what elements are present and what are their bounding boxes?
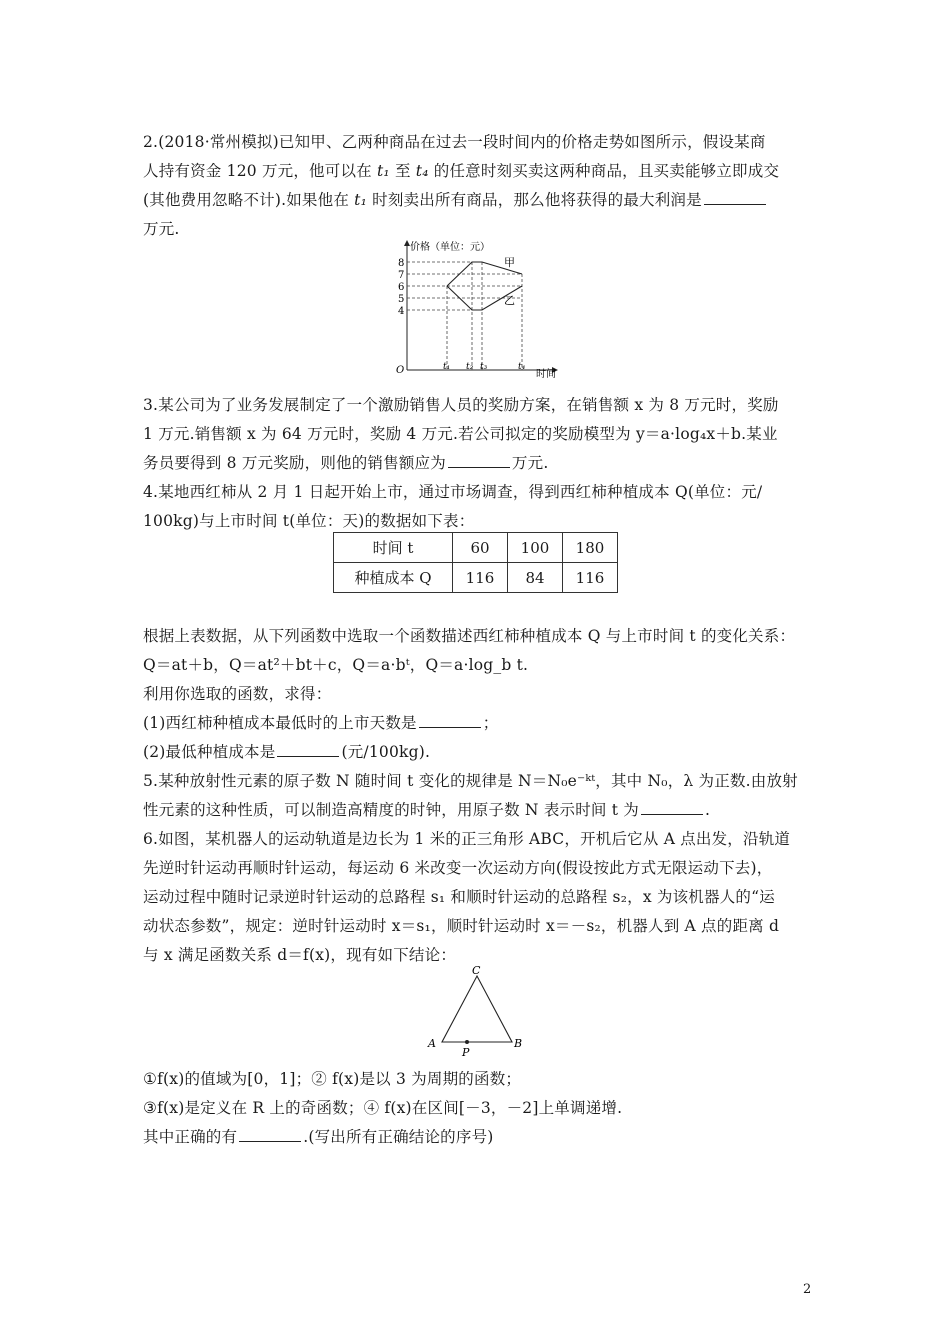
y-tick-5: 5 (398, 294, 405, 305)
answer-blank (448, 455, 510, 468)
table-row (334, 563, 618, 593)
chart-xlabel: 时间 (536, 369, 556, 378)
answer-blank (277, 744, 339, 757)
q2-line-4: 万元. (143, 220, 180, 238)
vertex-a: A (428, 1037, 436, 1050)
q5-line-2: 性元素的这种性质，可以制造高精度的时钟，用原子数 N 表示时间 t 为 . (143, 801, 711, 819)
triangle-figure (422, 962, 532, 1058)
vertex-b: B (514, 1037, 523, 1050)
table-cell: 100 (508, 533, 563, 563)
q6-line-2: 先逆时针运动再顺时针运动，每运动 6 米改变一次运动方向(假设按此方式无限运动下去)， (143, 859, 773, 877)
y-tick-4: 4 (398, 306, 405, 317)
q4-line-5: 利用你选取的函数，求得： (143, 685, 332, 703)
table-cell: 116 (453, 563, 508, 593)
y-tick-7: 7 (398, 270, 405, 281)
x-tick-t4: t₄ (518, 362, 526, 372)
chart-ylabel: 价格（单位：元） (410, 242, 490, 253)
table-cell: 60 (453, 533, 508, 563)
q6-line-1: 6.如图，某机器人的运动轨道是边长为 1 米的正三角形 ABC，开机后它从 A 点出发，沿轨道 (143, 830, 791, 848)
series-jia-label: 甲 (504, 256, 515, 269)
q4-line-4: Q＝at＋b，Q＝at²＋bt＋c，Q＝a·bᵗ，Q＝a·log_b t. (143, 656, 529, 674)
q2-line-2: 人持有资金 120 万元，他可以在 t₁ 至 t₄ 的任意时刻买卖这两种商品，且买卖能够立即成交 (143, 162, 780, 180)
q2-line-3: (其他费用忽略不计).如果他在 t₁ 时刻卖出所有商品，那么他将获得的最大利润是 (143, 188, 768, 210)
q4-line-1: 4.某地西红柿从 2 月 1 日起开始上市，通过市场调查，得到西红柿种植成本 Q(单位：元/ (143, 483, 763, 501)
q6-conclusion-3: 其中正确的有 .(写出所有正确结论的序号) (143, 1128, 494, 1146)
price-chart (392, 236, 562, 378)
q6-line-3: 运动过程中随时记录逆时针运动的总路程 s₁ 和顺时针运动的总路程 s₂，x 为该机器人的“运 (143, 888, 775, 906)
table-cell: 116 (563, 563, 618, 593)
vertex-c: C (472, 964, 481, 977)
point-p: P (462, 1046, 470, 1058)
answer-blank (239, 1129, 301, 1142)
q4-line-7: (2)最低种植成本是 (元/100kg). (143, 743, 431, 761)
q5-line-1: 5.某种放射性元素的原子数 N 随时间 t 变化的规律是 N＝N₀e⁻ᵏᵗ，其中 N₀，λ 为正数.由放射 (143, 772, 798, 790)
table-cell: 180 (563, 533, 618, 563)
table-row (334, 533, 618, 563)
page-number: 2 (803, 1282, 812, 1297)
y-tick-8: 8 (398, 258, 405, 269)
q6-conclusion-2: ③f(x)是定义在 R 上的奇函数；④ f(x)在区间[－3，－2]上单调递增. (143, 1099, 623, 1117)
q4-line-3: 根据上表数据，从下列函数中选取一个函数描述西红柿种植成本 Q 与上市时间 t 的变化关系： (143, 627, 796, 645)
q6-line-5: 与 x 满足函数关系 d＝f(x)，现有如下结论： (143, 946, 457, 964)
table-cell: 84 (508, 563, 563, 593)
q4-line-6: (1)西红柿种植成本最低时的上市天数是 ； (143, 714, 499, 732)
q4-line-2: 100kg)与上市时间 t(单位：天)的数据如下表： (143, 512, 475, 530)
cost-table (333, 532, 618, 593)
answer-blank (419, 715, 481, 728)
q3-line-2: 1 万元.销售额 x 为 64 万元时，奖励 4 万元.若公司拟定的奖励模型为 y＝a·log₄x＋b.某业 (143, 425, 778, 443)
q3-line-1: 3.某公司为了业务发展制定了一个激励销售人员的奖励方案，在销售额 x 为 8 万元时，奖励 (143, 396, 779, 414)
answer-blank (704, 192, 766, 205)
y-tick-6: 6 (398, 282, 405, 293)
q6-line-4: 动状态参数”，规定：逆时针运动时 x＝s₁，顺时针运动时 x＝－s₂，机器人到 A 点的距离 d (143, 917, 780, 935)
series-yi-label: 乙 (504, 294, 515, 307)
q2-line-1: 2.(2018·常州模拟)已知甲、乙两种商品在过去一段时间内的价格走势如图所示，假设某商 (143, 133, 766, 151)
table-cell: 种植成本 Q (334, 563, 453, 593)
q3-line-3: 务员要得到 8 万元奖励，则他的销售额应为 万元. (143, 454, 549, 472)
q6-conclusion-1: ①f(x)的值域为[0，1]；② f(x)是以 3 为周期的函数； (143, 1070, 522, 1088)
table-cell: 时间 t (334, 533, 453, 563)
chart-origin: O (396, 365, 405, 376)
x-tick-t1: t₁ (443, 362, 451, 372)
answer-blank (641, 802, 703, 815)
x-tick-t3: t₃ (480, 362, 488, 372)
x-tick-t2: t₂ (466, 362, 474, 372)
